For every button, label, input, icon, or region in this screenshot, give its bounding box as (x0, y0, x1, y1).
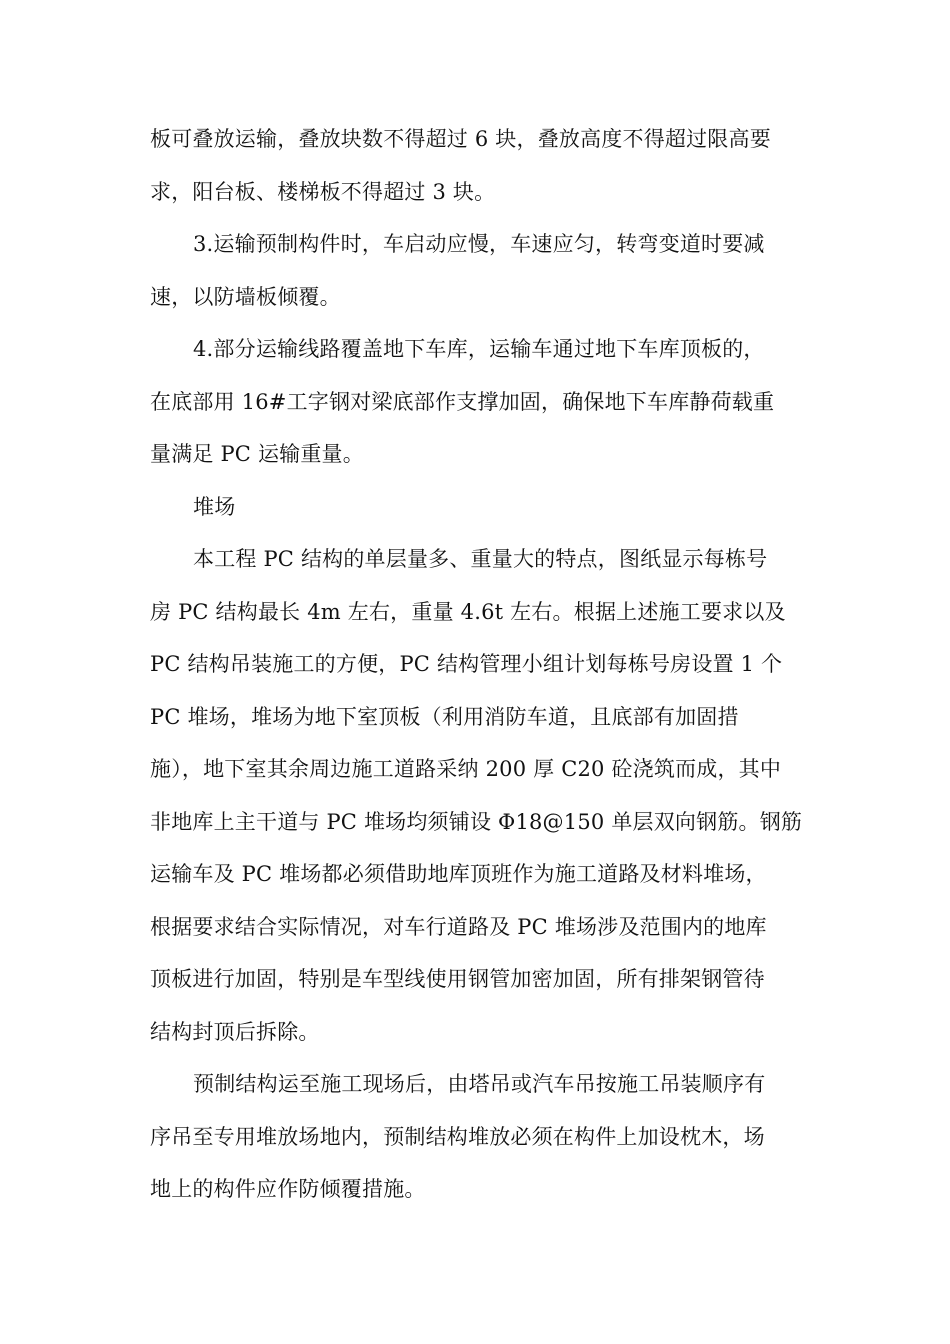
text-line: PC 堆场，堆场为地下室顶板（利用消防车道，且底部有加固措 (150, 704, 739, 729)
document-body (150, 113, 805, 1216)
text-line: 本工程 PC 结构的单层量多、重量大的特点，图纸显示每栋号 (193, 547, 768, 571)
text-line: 顶板进行加固，特别是车型线使用钢管加密加固，所有排架钢管待 (150, 967, 765, 991)
text-line: 求，阳台板、楼梯板不得超过 3 块。 (150, 179, 496, 204)
text-line: 3.运输预制构件时，车启动应慢，车速应匀，转弯变道时要减 (193, 232, 765, 256)
text-line: 板可叠放运输，叠放块数不得超过 6 块，叠放高度不得超过限高要 (150, 127, 771, 151)
text-line: 施），地下室其余周边施工道路采纳 200 厚 C20 砼浇筑而成，其中 (150, 757, 782, 781)
text-line: 根据要求结合实际情况，对车行道路及 PC 堆场涉及范围内的地库 (150, 914, 767, 939)
paragraph-transport-stacking (150, 113, 805, 218)
text-line: 量满足 PC 运输重量。 (150, 442, 364, 466)
text-line: 速，以防墙板倾覆。 (150, 284, 341, 309)
text-line: 运输车及 PC 堆场都必须借助地库顶班作为施工道路及材料堆场， (150, 862, 767, 886)
text-line: 地上的构件应作防倾覆措施。 (150, 1177, 426, 1201)
text-line: 预制结构运至施工现场后，由塔吊或汽车吊按施工吊装顺序有 (193, 1072, 766, 1096)
paragraph-garage-reinforcement (150, 323, 805, 481)
text-line: PC 结构吊装施工的方便，PC 结构管理小组计划每栋号房设置 1 个 (150, 652, 783, 676)
paragraph-transport-speed (150, 218, 805, 323)
text-line: 非地库上主干道与 PC 堆场均须铺设 Φ18@150 单层双向钢筋。钢筋 (150, 809, 803, 834)
text-line: 4.部分运输线路覆盖地下车库，运输车通过地下车库顶板的， (193, 337, 765, 361)
text-line: 结构封顶后拆除。 (150, 1019, 320, 1044)
paragraph-yard-description (150, 533, 805, 1058)
heading-text: 堆场 (193, 494, 236, 519)
text-line: 序吊至专用堆放场地内，预制结构堆放必须在构件上加设枕木，场 (150, 1124, 765, 1149)
paragraph-prefab-stacking (150, 1058, 805, 1216)
text-line: 房 PC 结构最长 4m 左右，重量 4.6t 左右。根据上述施工要求以及 (150, 599, 786, 624)
section-heading-yard (150, 481, 805, 534)
text-line: 在底部用 16#工字钢对梁底部作支撑加固，确保地下车库静荷载重 (150, 389, 775, 414)
